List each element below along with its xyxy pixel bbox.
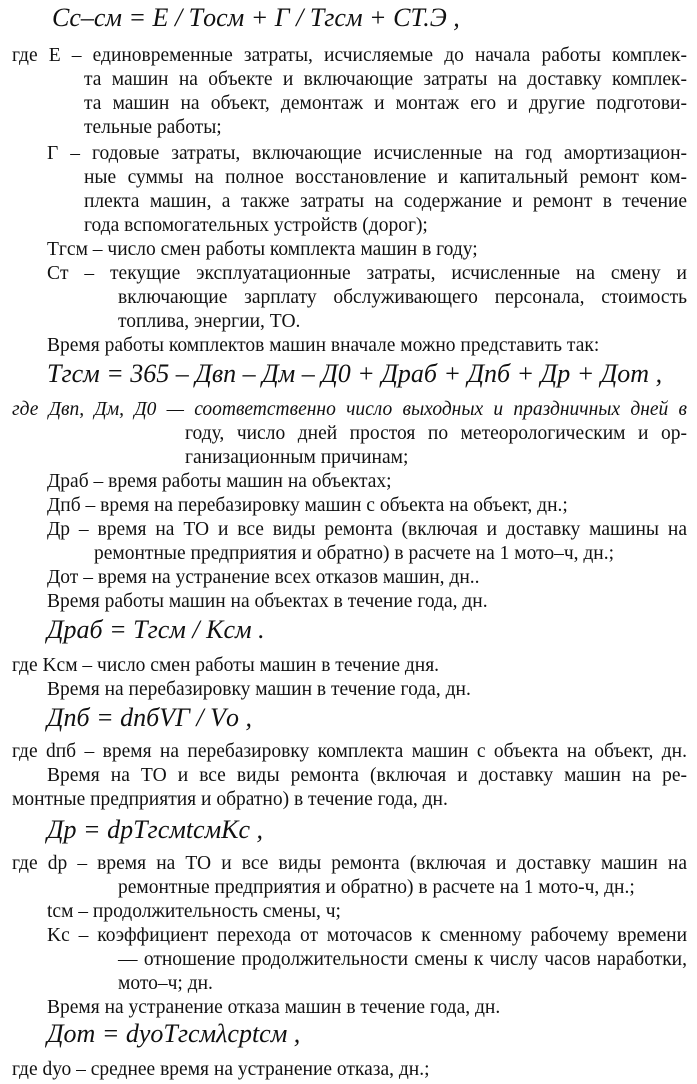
formula-6: Дот = dуоTгсмλсрtсм , [47, 1019, 301, 1048]
text-line: ремонтные предприятия и обратно) в расчете на 1 мото–ч, дн.; [94, 543, 615, 564]
text-line: включающие зарплату обслуживающего персонала, стоимость [118, 287, 687, 308]
text-line: ремонтные предприятия и обратно) в расчете на 1 мото-ч, дн.; [118, 877, 635, 898]
text-line: Драб – время работы машин на объектах; [47, 471, 392, 492]
text-line: топлива, энергии, ТО. [118, 311, 301, 332]
text-line: тельные работы; [84, 117, 222, 138]
text-line: — отношение продолжительности смены к числу часов наработки, [118, 949, 687, 970]
text-line: Время на ТО и все виды ремонта (включая и доставку машин на ре- [47, 765, 687, 786]
text-line: мото–ч; дн. [118, 973, 213, 994]
text-line: Время работы комплектов машин вначале можно представить так: [47, 335, 600, 356]
formula-4: Дпб = dпбVГ / Vо , [47, 703, 253, 732]
formula-1: Cс–см = E / Tосм + Г / Tгсм + CТ.Э , [52, 3, 460, 32]
text-line: где dр – время на ТО и все виды ремонта (включая и доставку машин на [12, 853, 687, 874]
text-line: плекта машин, а также затраты на содержание и ремонт в течение [84, 191, 687, 212]
text-line: где Kсм – число смен работы машин в течение дня. [12, 655, 440, 676]
text-line: где dпб – время на перебазировку комплекта машин с объекта на объект, дн. [12, 741, 687, 762]
text-line: Время работы машин на объектах в течение года, дн. [47, 591, 488, 612]
formula-2: Tгсм = 365 – Двп – Дм – Д0 + Драб + Дпб + Др + Дот , [47, 359, 663, 388]
text-line: где dуо – среднее время на устранение отказа, дн.; [12, 1059, 430, 1080]
text-line: Г – годовые затраты, включающие исчисленные на год амортизацион- [47, 143, 687, 164]
text-line: Дпб – время на перебазировку машин с объекта на объект, дн.; [47, 495, 568, 516]
text-line: Cт – текущие эксплуатационные затраты, исчисленные на смену и [47, 263, 687, 284]
text-line: где E – единовременные затраты, исчисляемые до начала работы комплек- [12, 45, 687, 66]
text-line: Время на устранение отказа машин в течение года, дн. [47, 997, 501, 1018]
text-line: tсм – продолжительность смены, ч; [47, 901, 341, 922]
text-line: монтные предприятия и обратно) в течение года, дн. [12, 789, 448, 810]
text-line: та машин на объекте и включающие затраты на доставку комплек- [84, 69, 687, 90]
text-line: Tгсм – число смен работы комплекта машин в году; [47, 239, 478, 260]
text-line: ные суммы на полное восстановление и капитальный ремонт ком- [84, 167, 687, 188]
formula-3: Драб = Tгсм / Kсм . [47, 615, 265, 644]
text-line: та машин на объект, демонтаж и монтаж его и другие подготови- [84, 93, 687, 114]
formula-5: Др = dрTгсмtсмKс , [47, 815, 264, 844]
text-line: года вспомогательных устройств (дорог); [84, 215, 428, 236]
text-line: где Двп, Дм, Д0 — соответственно число выходных и праздничных дней в [12, 399, 687, 420]
text-line: Время на перебазировку машин в течение года, дн. [47, 679, 471, 700]
text-line: Др – время на ТО и все виды ремонта (включая и доставку машины на [47, 519, 687, 540]
text-line: году, число дней простоя по метеорологическим и ор- [185, 423, 687, 444]
text-line: Kс – коэффициент перехода от моточасов к сменному рабочему времени [47, 925, 687, 946]
text-line: ганизационным причинам; [185, 447, 409, 468]
text-line: Дот – время на устранение всех отказов машин, дн.. [47, 567, 480, 588]
